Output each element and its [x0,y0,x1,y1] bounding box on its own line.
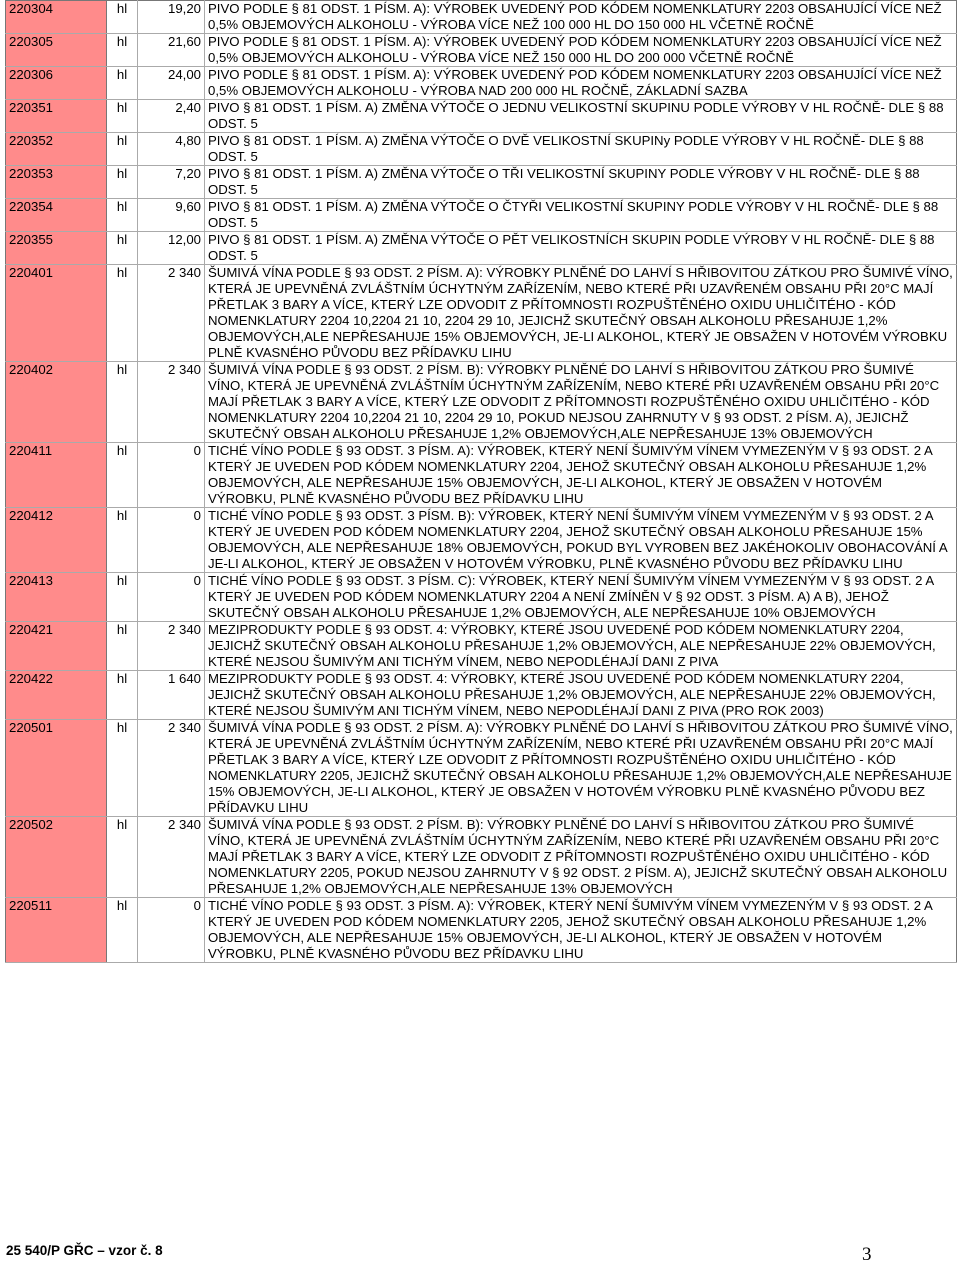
description-cell: MEZIPRODUKTY PODLE § 93 ODST. 4: VÝROBKY, KTERÉ JSOU UVEDENÉ POD KÓDEM NOMENKLATURY 2204, JEJICHŽ SKUTEČNÝ OBSAH ALKOHOLU PŘESAHUJE 1,2% OBJEMOVÝCH, ALE NEPŘESAHUJE 22% OBJEMOVÝCH, KTERÉ NEJSOU ŠUMIVÝM ANI TICHÝM VÍNEM, NEBO NEPODLÉHAJÍ DANI Z PIVA [205,622,957,671]
form-identifier: 25 540/P GŘC – vzor č. 8 [6,1243,163,1258]
rate-cell: 2 340 [138,720,205,817]
unit-cell: hl [107,622,138,671]
unit-cell: hl [107,265,138,362]
rate-cell: 9,60 [138,199,205,232]
unit-cell: hl [107,573,138,622]
rate-cell: 2 340 [138,817,205,898]
description-cell: PIVO § 81 ODST. 1 PÍSM. A) ZMĚNA VÝTOČE O PĚT VELIKOSTNÍCH SKUPIN PODLE VÝROBY V HL ROČNĚ- DLE § 88 ODST. 5 [205,232,957,265]
product-code-cell: 220422 [6,671,107,720]
rate-cell: 19,20 [138,1,205,34]
table-row [6,133,957,166]
unit-cell: hl [107,166,138,199]
table-row [6,199,957,232]
table-row [6,508,957,573]
rate-cell: 4,80 [138,133,205,166]
unit-cell: hl [107,1,138,34]
unit-cell: hl [107,100,138,133]
unit-cell: hl [107,671,138,720]
table-row [6,166,957,199]
description-cell: ŠUMIVÁ VÍNA PODLE § 93 ODST. 2 PÍSM. B): VÝROBKY PLNĚNÉ DO LAHVÍ S HŘIBOVITOU ZÁTKOU PRO ŠUMIVÉ VÍNO, KTERÁ JE UPEVNĚNÁ ZVLÁŠTNÍM ÚCHYTNÝM ZAŘÍZENÍM, NEBO KTERÉ PŘI UZAVŘENÉM OBSAHU PŘI 20°C MAJÍ PŘETLAK 3 BARY A VÍCE, KTERÝ LZE ODVODIT Z PŘÍTOMNOSTI ROZPUŠTĚNÉHO OXIDU UHLIČITÉHO - KÓD NOMENKLATURY 2205, POKUD NEJSOU ZAHRNUTY V § 92 ODST. 2 PÍSM. A), JEJICHŽ SKUTEČNÝ OBSAH ALKOHOLU PŘESAHUJE 1,2% OBJEMOVÝCH,ALE NEPŘESAHUJE 13% OBJEMOVÝCH [205,817,957,898]
description-cell: TICHÉ VÍNO PODLE § 93 ODST. 3 PÍSM. A): VÝROBEK, KTERÝ NENÍ ŠUMIVÝM VÍNEM VYMEZENÝM V § 93 ODST. 2 A KTERÝ JE UVEDEN POD KÓDEM NOMENKLATURY 2204, JEHOŽ SKUTEČNÝ OBSAH ALKOHOLU PŘESAHUJE 1,2% OBJEMOVÝCH, ALE NEPŘESAHUJE 15% OBJEMOVÝCH, JE-LI ALKOHOL, KTERÝ JE OBSAŽEN V HOTOVÉM VÝROBKU, PLNĚ KVASNÉHO PŮVODU BEZ PŘÍDAVKU LIHU [205,443,957,508]
description-cell: PIVO PODLE § 81 ODST. 1 PÍSM. A): VÝROBEK UVEDENÝ POD KÓDEM NOMENKLATURY 2203 OBSAHUJÍCÍ VÍCE NEŽ 0,5% OBJEMOVÝCH ALKOHOLU - VÝROBA VÍCE NEŽ 150 000 HL DO 200 000 VČETNĚ ROČNĚ [205,34,957,67]
description-cell: PIVO § 81 ODST. 1 PÍSM. A) ZMĚNA VÝTOČE O DVĚ VELIKOSTNÍ SKUPINy PODLE VÝROBY V HL ROČNĚ- DLE § 88 ODST. 5 [205,133,957,166]
description-cell: PIVO § 81 ODST. 1 PÍSM. A) ZMĚNA VÝTOČE O TŘI VELIKOSTNÍ SKUPINY PODLE VÝROBY V HL ROČNĚ- DLE § 88 ODST. 5 [205,166,957,199]
table-row [6,671,957,720]
table-row [6,817,957,898]
description-cell: PIVO PODLE § 81 ODST. 1 PÍSM. A): VÝROBEK UVEDENÝ POD KÓDEM NOMENKLATURY 2203 OBSAHUJÍCÍ VÍCE NEŽ 0,5% OBJEMOVÝCH ALKOHOLU - VÝROBA VÍCE NEŽ 100 000 HL DO 150 000 HL VČETNĚ ROČNĚ [205,1,957,34]
product-code-cell: 220355 [6,232,107,265]
unit-cell: hl [107,720,138,817]
description-cell: TICHÉ VÍNO PODLE § 93 ODST. 3 PÍSM. C): VÝROBEK, KTERÝ NENÍ ŠUMIVÝM VÍNEM VYMEZENÝM V § 93 ODST. 2 A KTERÝ JE UVEDEN POD KÓDEM NOMENKLATURY 2204 A NENÍ ZMÍNĚN V § 92 ODST. 3 PÍSM. A) A B), JEHOŽ SKUTEČNÝ OBSAH ALKOHOLU PŘESAHUJE 1,2% OBJEMOVÝCH, ALE NEPŘESAHUJE 10% OBJEMOVÝCH [205,573,957,622]
product-code-cell: 220413 [6,573,107,622]
rate-cell: 2 340 [138,362,205,443]
table-row [6,362,957,443]
rate-cell: 0 [138,508,205,573]
description-cell: TICHÉ VÍNO PODLE § 93 ODST. 3 PÍSM. B): VÝROBEK, KTERÝ NENÍ ŠUMIVÝM VÍNEM VYMEZENÝM V § 93 ODST. 2 A KTERÝ JE UVEDEN POD KÓDEM NOMENKLATURY 2204, JEHOŽ SKUTEČNÝ OBSAH ALKOHOLU PŘESAHUJE 15% OBJEMOVÝCH, ALE NEPŘESAHUJE 18% OBJEMOVÝCH, POKUD BYL VYROBEN BEZ JAKÉHOKOLIV OBOHACOVÁNÍ A JE-LI ALKOHOL, KTERÝ JE OBSAŽEN V HOTOVÉM VÝROBKU, PLNĚ KVASNÉHO PŮVODU BEZ PŘÍDAVKU LIHU [205,508,957,573]
product-code-cell: 220354 [6,199,107,232]
product-code-cell: 220501 [6,720,107,817]
table-row [6,1,957,34]
table-row [6,67,957,100]
unit-cell: hl [107,133,138,166]
rate-cell: 2,40 [138,100,205,133]
description-cell: ŠUMIVÁ VÍNA PODLE § 93 ODST. 2 PÍSM. B): VÝROBKY PLNĚNÉ DO LAHVÍ S HŘIBOVITOU ZÁTKOU PRO ŠUMIVÉ VÍNO, KTERÁ JE UPEVNĚNÁ ZVLÁŠTNÍM ÚCHYTNÝM ZAŘÍZENÍM, NEBO KTERÉ PŘI UZAVŘENÉM OBSAHU PŘI 20°C MAJÍ PŘETLAK 3 BARY A VÍCE, KTERÝ LZE ODVODIT Z PŘÍTOMNOSTI ROZPUŠTĚNÉHO OXIDU UHLIČITÉHO - KÓD NOMENKLATURY 2204 10,2204 21 10, 2204 29 10, POKUD NEJSOU ZAHRNUTY V § 93 ODST. 2 PÍSM. A), JEJICHŽ SKUTEČNÝ OBSAH ALKOHOLU PŘESAHUJE 1,2% OBJEMOVÝCH,ALE NEPŘESAHUJE 13% OBJEMOVÝCH [205,362,957,443]
product-code-cell: 220306 [6,67,107,100]
rate-cell: 2 340 [138,265,205,362]
product-code-cell: 220352 [6,133,107,166]
unit-cell: hl [107,34,138,67]
unit-cell: hl [107,232,138,265]
unit-cell: hl [107,817,138,898]
rate-cell: 7,20 [138,166,205,199]
product-code-cell: 220412 [6,508,107,573]
unit-cell: hl [107,443,138,508]
table-row [6,34,957,67]
rate-cell: 0 [138,573,205,622]
unit-cell: hl [107,898,138,963]
product-code-cell: 220502 [6,817,107,898]
unit-cell: hl [107,67,138,100]
rate-cell: 0 [138,443,205,508]
table-row [6,100,957,133]
rate-cell: 0 [138,898,205,963]
tax-rate-table [5,0,957,963]
table-row [6,573,957,622]
product-code-cell: 220401 [6,265,107,362]
rate-cell: 2 340 [138,622,205,671]
product-code-cell: 220421 [6,622,107,671]
unit-cell: hl [107,508,138,573]
product-code-cell: 220402 [6,362,107,443]
description-cell: ŠUMIVÁ VÍNA PODLE § 93 ODST. 2 PÍSM. A): VÝROBKY PLNĚNÉ DO LAHVÍ S HŘIBOVITOU ZÁTKOU PRO ŠUMIVÉ VÍNO, KTERÁ JE UPEVNĚNÁ ZVLÁŠTNÍM ÚCHYTNÝM ZAŘÍZENÍM, NEBO KTERÉ PŘI UZAVŘENÉM OBSAHU PŘI 20°C MAJÍ PŘETLAK 3 BARY A VÍCE, KTERÝ LZE ODVODIT Z PŘÍTOMNOSTI ROZPUŠTĚNÉHO OXIDU UHLIČITÉHO - KÓD NOMENKLATURY 2205, JEJICHŽ SKUTEČNÝ OBSAH ALKOHOLU PŘESAHUJE 1,2% OBJEMOVÝCH,ALE NEPŘESAHUJE 15% OBJEMOVÝCH, JE-LI ALKOHOL, KTERÝ JE OBSAŽEN V HOTOVÉM VÝROBKU PLNĚ KVASNÉHO PŮVODU BEZ PŘÍDAVKU LIHU [205,720,957,817]
rate-cell: 24,00 [138,67,205,100]
page-number: 3 [862,1244,872,1265]
description-cell: TICHÉ VÍNO PODLE § 93 ODST. 3 PÍSM. A): VÝROBEK, KTERÝ NENÍ ŠUMIVÝM VÍNEM VYMEZENÝM V § 93 ODST. 2 A KTERÝ JE UVEDEN POD KÓDEM NOMENKLATURY 2205, JEHOŽ SKUTEČNÝ OBSAH ALKOHOLU PŘESAHUJE 1,2% OBJEMOVÝCH, ALE NEPŘESAHUJE 15% OBJEMOVÝCH, JE-LI ALKOHOL, KTERÝ JE OBSAŽEN V HOTOVÉM VÝROBKU, PLNĚ KVASNÉHO PŮVODU BEZ PŘÍDAVKU LIHU [205,898,957,963]
product-code-cell: 220411 [6,443,107,508]
table-row [6,232,957,265]
table-row [6,443,957,508]
unit-cell: hl [107,362,138,443]
table-row [6,898,957,963]
description-cell: ŠUMIVÁ VÍNA PODLE § 93 ODST. 2 PÍSM. A): VÝROBKY PLNĚNÉ DO LAHVÍ S HŘIBOVITOU ZÁTKOU PRO ŠUMIVÉ VÍNO, KTERÁ JE UPEVNĚNÁ ZVLÁŠTNÍM ÚCHYTNÝM ZAŘÍZENÍM, NEBO KTERÉ PŘI UZAVŘENÉM OBSAHU PŘI 20°C MAJÍ PŘETLAK 3 BARY A VÍCE, KTERÝ LZE ODVODIT Z PŘÍTOMNOSTI ROZPUŠTĚNÉHO OXIDU UHLIČITÉHO - KÓD NOMENKLATURY 2204 10,2204 21 10, 2204 29 10, JEJICHŽ SKUTEČNÝ OBSAH ALKOHOLU PŘESAHUJE 1,2% OBJEMOVÝCH,ALE NEPŘESAHUJE 15% OBJEMOVÝCH, JE-LI ALKOHOL, KTERÝ JE OBSAŽEN V HOTOVÉM VÝROBKU PLNĚ KVASNÉHO PŮVODU BEZ PŘÍDAVKU LIHU [205,265,957,362]
product-code-cell: 220304 [6,1,107,34]
table-row [6,265,957,362]
product-code-cell: 220305 [6,34,107,67]
rate-cell: 21,60 [138,34,205,67]
rate-cell: 1 640 [138,671,205,720]
rate-cell: 12,00 [138,232,205,265]
description-cell: PIVO § 81 ODST. 1 PÍSM. A) ZMĚNA VÝTOČE O JEDNU VELIKOSTNÍ SKUPINU PODLE VÝROBY V HL ROČNĚ- DLE § 88 ODST. 5 [205,100,957,133]
table-row [6,622,957,671]
unit-cell: hl [107,199,138,232]
description-cell: PIVO PODLE § 81 ODST. 1 PÍSM. A): VÝROBEK UVEDENÝ POD KÓDEM NOMENKLATURY 2203 OBSAHUJÍCÍ VÍCE NEŽ 0,5% OBJEMOVÝCH ALKOHOLU - VÝROBA NAD 200 000 HL ROČNĚ, ZÁKLADNÍ SAZBA [205,67,957,100]
table-row [6,720,957,817]
tax-rate-table-body [6,1,957,963]
product-code-cell: 220351 [6,100,107,133]
product-code-cell: 220511 [6,898,107,963]
description-cell: MEZIPRODUKTY PODLE § 93 ODST. 4: VÝROBKY, KTERÉ JSOU UVEDENÉ POD KÓDEM NOMENKLATURY 2204, JEJICHŽ SKUTEČNÝ OBSAH ALKOHOLU PŘESAHUJE 1,2% OBJEMOVÝCH, ALE NEPŘESAHUJE 22% OBJEMOVÝCH, KTERÉ NEJSOU ŠUMIVÝM ANI TICHÝM VÍNEM, NEBO NEPODLÉHAJÍ DANI Z PIVA (PRO ROK 2003) [205,671,957,720]
product-code-cell: 220353 [6,166,107,199]
description-cell: PIVO § 81 ODST. 1 PÍSM. A) ZMĚNA VÝTOČE O ČTYŘI VELIKOSTNÍ SKUPINY PODLE VÝROBY V HL ROČNĚ- DLE § 88 ODST. 5 [205,199,957,232]
